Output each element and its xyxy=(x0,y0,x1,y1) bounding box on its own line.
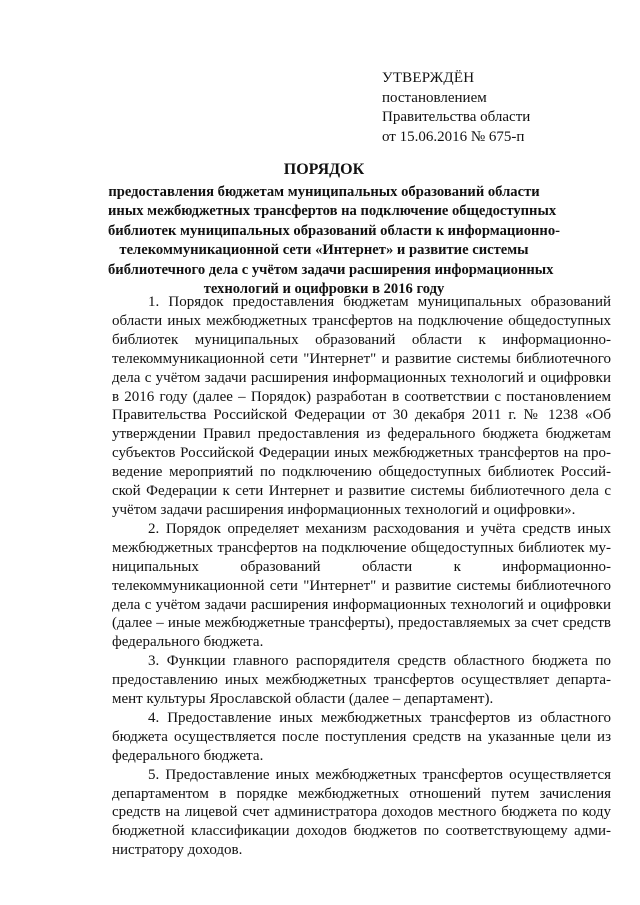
approval-date-number: от 15.06.2016 № 675-п xyxy=(382,128,525,145)
paragraph-line: бюджета осуществляется после поступления средств на указанные цели из xyxy=(112,728,611,745)
paragraph-line: ниципальных образований области к информационно- xyxy=(112,558,611,575)
paragraph-line: межбюджетных трансфертов на подключение общедоступных библиотек му- xyxy=(112,539,611,556)
paragraph-line: 3. Функции главного распорядителя средств областного бюджета по xyxy=(148,653,611,670)
paragraph-line: утверждении Правил предоставления из федерального бюджета бюджетам xyxy=(112,426,611,443)
approval-stamp xyxy=(382,69,530,147)
paragraph-3 xyxy=(112,652,611,709)
paragraph-line: 5. Предоставление иных межбюджетных трансфертов осуществляется xyxy=(148,766,611,783)
document-body xyxy=(112,293,611,860)
paragraph-line: телекоммуникационной сети "Интернет" и развитие системы библиотечного xyxy=(112,350,611,367)
paragraph-1 xyxy=(112,293,611,520)
paragraph-line: телекоммуникационной сети "Интернет" и развитие системы библиотечного xyxy=(112,577,611,594)
paragraph-line: (далее – иные межбюджетные трансферты), предоставляемых за счет средств xyxy=(112,615,611,632)
paragraph-line: предоставлению иных межбюджетных трансфертов осуществляет департа- xyxy=(112,672,611,689)
paragraph-4 xyxy=(112,709,611,766)
paragraph-line: ской Федерации к сети Интернет и развитие системы библиотечного дела с xyxy=(112,483,611,500)
subtitle-line: телекоммуникационной сети «Интернет» и развитие системы xyxy=(119,242,529,259)
subtitle-line: библиотечного дела с учётом задачи расширения информационных xyxy=(108,261,554,278)
paragraph-line: учётом задачи расширения информационных технологий и оцифровки». xyxy=(112,501,576,518)
subtitle-line: предоставления бюджетам муниципальных образований области xyxy=(108,184,540,200)
paragraph-line: мент культуры Ярославской области (далее – департамент). xyxy=(112,691,494,708)
approval-authority: Правительства области xyxy=(382,109,531,125)
paragraph-line: 1. Порядок предоставления бюджетам муниципальных образований xyxy=(148,294,611,310)
paragraph-line: ведение мероприятий по подключению общедоступных библиотек Россий- xyxy=(112,464,611,481)
paragraph-line: 4. Предоставление иных межбюджетных трансфертов из областного xyxy=(148,709,611,726)
approval-by: постановлением xyxy=(382,89,487,106)
subtitle-line: библиотек муниципальных образований области к информационно- xyxy=(108,222,560,239)
paragraph-line: дела с учётом задачи расширения информационных технологий и оцифровки xyxy=(112,369,611,386)
paragraph-line: федерального бюджета. xyxy=(112,747,264,764)
title-subtitle xyxy=(108,183,560,299)
paragraph-line: Правительства Российской Федерации от 30 декабря 2011 г. № 1238 «Об xyxy=(112,407,611,424)
subtitle-line: технологий и оцифровки в 2016 году xyxy=(203,281,445,298)
paragraph-line: в 2016 году (далее – Порядок) разработан в соответствии с постановлением xyxy=(112,388,611,405)
paragraph-5 xyxy=(112,766,611,861)
paragraph-line: дела с учётом задачи расширения информационных технологий и оцифровки xyxy=(112,596,611,613)
subtitle-line: иных межбюджетных трансфертов на подключение общедоступных xyxy=(108,203,557,220)
paragraph-line: средств на лицевой счет администратора доходов местного бюджета по коду xyxy=(112,804,611,821)
title-heading: ПОРЯДОК xyxy=(283,161,365,178)
paragraph-line: 2. Порядок определяет механизм расходования и учёта средств иных xyxy=(148,520,611,537)
paragraph-line: субъектов Российской Федерации иных межбюджетных трансфертов на про- xyxy=(112,445,611,462)
paragraph-line: департаментом в порядке межбюджетных отношений путем зачисления xyxy=(112,785,611,802)
paragraph-2 xyxy=(112,520,611,652)
approval-approved: УТВЕРЖДЁН xyxy=(382,70,475,86)
paragraph-line: области иных межбюджетных трансфертов на подключение общедоступных xyxy=(112,312,611,329)
document-title xyxy=(108,160,560,299)
paragraph-line: федерального бюджета. xyxy=(112,634,264,651)
paragraph-line: нистратору доходов. xyxy=(112,842,243,859)
paragraph-line: бюджетной классификации доходов бюджетов по соответствующему адми- xyxy=(112,823,611,840)
paragraph-line: библиотек муниципальных образований области к информационно- xyxy=(112,331,611,348)
